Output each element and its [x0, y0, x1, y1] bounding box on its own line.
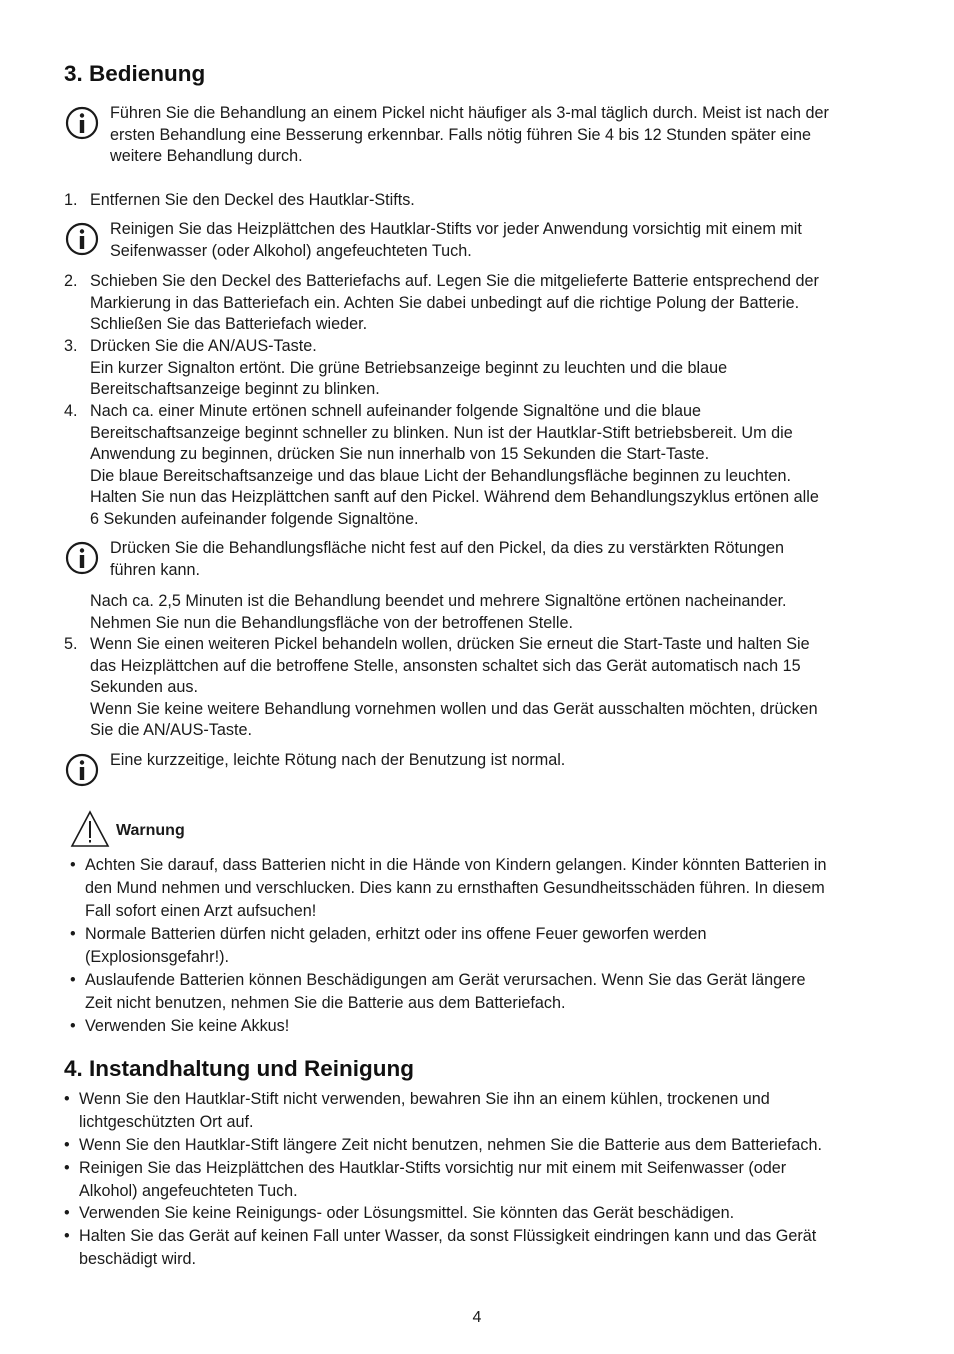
bullet: •: [64, 1090, 70, 1108]
info-note-2: [110, 219, 900, 262]
page-number: 4: [472, 1309, 482, 1326]
note-line: Reinigen Sie das Heizplättchen des Hautklar-Stifts vor jeder Anwendung vorsichtig mit einem mit: [110, 220, 802, 238]
info-icon: [65, 106, 99, 140]
step-line: Bereitschaftsanzeige beginnt zu blinken.: [90, 380, 380, 399]
bullet-line: Reinigen Sie das Heizplättchen des Hautklar-Stifts vorsichtig nur mit einem mit Seifenwasser (oder: [79, 1159, 787, 1177]
step-4-continuation: [90, 591, 900, 634]
info-note-3: [110, 538, 900, 581]
step-line: Nehmen Sie nun die Behandlungsfläche von der betroffenen Stelle.: [90, 613, 573, 632]
step-line: Wenn Sie einen weiteren Pickel behandeln wollen, drücken Sie erneut die Start-Taste und halten Sie: [90, 635, 810, 653]
note-line: Führen Sie die Behandlung an einem Pickel nicht häufiger als 3-mal täglich durch. Meist ist nach der: [110, 104, 829, 122]
bullet-line: Alkohol) angefeuchteten Tuch.: [79, 1181, 298, 1200]
bullet-line: Wenn Sie den Hautklar-Stift längere Zeit nicht benutzen, nehmen Sie die Batterie aus dem Batteriefach.: [79, 1136, 822, 1154]
step-line: Die blaue Bereitschaftsanzeige und das blaue Licht der Behandlungsfläche beginnen zu leuchten.: [90, 466, 792, 485]
bullet: •: [64, 1159, 70, 1177]
step-3-text: [90, 336, 900, 401]
step-line: Ein kurzer Signalton ertönt. Die grüne Betriebsanzeige beginnt zu leuchten und die blaue: [90, 358, 728, 377]
info-icon: [65, 541, 99, 575]
warning-triangle-icon: [70, 810, 110, 848]
step-4-number: 4.: [64, 402, 78, 420]
bullet-line: Auslaufende Batterien können Beschädigungen am Gerät verursachen. Wenn Sie das Gerät längere: [85, 971, 806, 989]
step-line: Halten Sie nun das Heizplättchen sanft auf den Pickel. Während dem Behandlungszyklus ertönen alle: [90, 488, 819, 507]
step-line: Nach ca. einer Minute ertönen schnell aufeinander folgende Signaltöne und die blaue: [90, 402, 702, 420]
info-note-1: [110, 103, 900, 168]
bullet: •: [70, 971, 76, 989]
info-note-4: [110, 750, 900, 772]
step-line: Wenn Sie keine weitere Behandlung vornehmen wollen und das Gerät ausschalten möchten, drücken: [90, 699, 818, 718]
step-line: 6 Sekunden aufeinander folgende Signaltöne.: [90, 509, 419, 528]
bullet-line: Fall sofort einen Arzt aufsuchen!: [85, 901, 317, 920]
bullet-line: den Mund nehmen und verschlucken. Dies kann zu ernsthaften Gesundheitsschäden führen. In diesem: [85, 878, 825, 897]
step-line: Anwendung zu beginnen, drücken Sie nun innerhalb von 15 Sekunden die Start-Taste.: [90, 445, 710, 464]
step-2-text: [90, 271, 900, 336]
section-3-title: 3. Bedienung: [64, 61, 206, 86]
step-5-text: [90, 634, 900, 742]
bullet-line: Achten Sie darauf, dass Batterien nicht in die Hände von Kindern gelangen. Kinder könnten Batterien in: [85, 856, 827, 874]
step-1-text: Entfernen Sie den Deckel des Hautklar-Stifts.: [90, 191, 415, 209]
step-line: Nach ca. 2,5 Minuten ist die Behandlung beendet und mehrere Signaltöne ertönen nacheinander.: [90, 592, 787, 610]
note-line: Eine kurzzeitige, leichte Rötung nach der Benutzung ist normal.: [110, 751, 566, 769]
bullet: •: [64, 1227, 70, 1245]
step-line: Bereitschaftsanzeige beginnt schneller zu blinken. Nun ist der Hautklar-Stift betriebsbereit. Um die: [90, 423, 793, 442]
bullet: •: [70, 1017, 76, 1035]
bullet-line: lichtgeschützten Ort auf.: [79, 1112, 254, 1131]
bullet-line: Wenn Sie den Hautklar-Stift nicht verwenden, bewahren Sie ihn an einem kühlen, trockenen und: [79, 1090, 770, 1108]
step-5-number: 5.: [64, 635, 78, 653]
step-1-number: 1.: [64, 191, 78, 209]
bullet-line: beschädigt wird.: [79, 1249, 196, 1268]
step-line: Schließen Sie das Batteriefach wieder.: [90, 315, 368, 334]
bullet-line: Verwenden Sie keine Reinigungs- oder Lösungsmittel. Sie könnten das Gerät beschädigen.: [79, 1204, 735, 1222]
step-line: Sie die AN/AUS-Taste.: [90, 721, 252, 740]
warning-label: Warnung: [116, 822, 185, 839]
step-3-number: 3.: [64, 337, 78, 355]
bullet-line: Zeit nicht benutzen, nehmen Sie die Batterie aus dem Batteriefach.: [85, 993, 566, 1012]
bullet: •: [64, 1136, 70, 1154]
section-4-title: 4. Instandhaltung und Reinigung: [64, 1056, 414, 1081]
bullet-line: Halten Sie das Gerät auf keinen Fall unter Wasser, da sonst Flüssigkeit eindringen kann und das Gerät: [79, 1227, 817, 1245]
note-line: Seifenwasser (oder Alkohol) angefeuchteten Tuch.: [110, 241, 472, 260]
step-line: das Heizplättchen auf die betroffene Stelle, ansonsten schaltet sich das Gerät automatisch nach 15: [90, 656, 801, 675]
note-line: ersten Behandlung eine Besserung erkennbar. Falls nötig führen Sie 4 bis 12 Stunden später eine: [110, 125, 812, 144]
note-line: weitere Behandlung durch.: [110, 147, 303, 166]
bullet: •: [70, 925, 76, 943]
info-icon: [65, 222, 99, 256]
note-line: Drücken Sie die Behandlungsfläche nicht fest auf den Pickel, da dies zu verstärkten Rötungen: [110, 539, 784, 557]
step-2-number: 2.: [64, 272, 78, 290]
bullet: •: [70, 856, 76, 874]
step-4-text: [90, 401, 900, 531]
bullet: •: [64, 1204, 70, 1222]
step-line: Drücken Sie die AN/AUS-Taste.: [90, 337, 317, 355]
bullet-line: Normale Batterien dürfen nicht geladen, erhitzt oder ins offene Feuer geworfen werden: [85, 925, 707, 943]
bullet-line: Verwenden Sie keine Akkus!: [85, 1017, 290, 1035]
note-line: führen kann.: [110, 560, 200, 579]
step-line: Schieben Sie den Deckel des Batteriefachs auf. Legen Sie die mitgelieferte Batterie entsprechend der: [90, 272, 819, 290]
info-icon: [65, 753, 99, 787]
step-line: Sekunden aus.: [90, 678, 199, 697]
bullet-line: (Explosionsgefahr!).: [85, 947, 229, 966]
step-line: Markierung in das Batteriefach ein. Achten Sie dabei unbedingt auf die richtige Polung der Batterie.: [90, 293, 800, 312]
